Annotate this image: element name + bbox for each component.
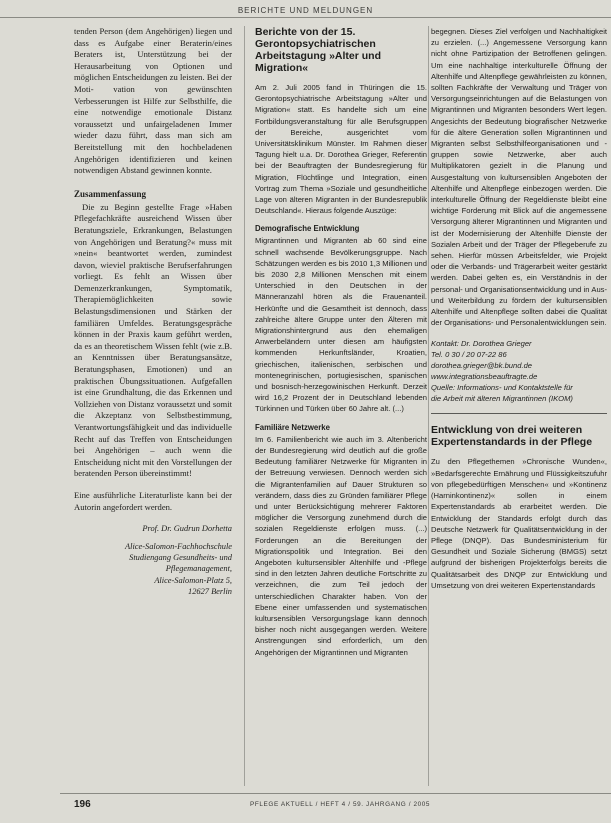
author-affiliation bbox=[74, 541, 232, 598]
column-divider bbox=[244, 26, 245, 786]
contact-website[interactable]: www.integrationsbeauftragte.de bbox=[431, 372, 538, 382]
summary-text: Die zu Beginn gestellte Frage »Haben Pflegefachkräfte ausreichend Wissen über Beratungsziele, Erkrankungen, Belastungen von Angehörigen und Beratung?« muss mit »nein« beantwortet werden, zumindest davon, wieviel praktische Berufserfahrungen vorliegt. Es fehlt an Wissen über Demenzerkrankungen, Symptomatik, Therapiemöglichkeiten sowie Belastungsdimensionen und Stärken der familiären Umfeldes. Beratungsgespräche können in der Praxis kaum geführt werden, da es an theoretischem Wissen fehlt (wie z.B. an Kenntnissen über Beratungsansätze, Beratungsphasen, Emotionen) und an praktischen Übungssituationen. Aufgefallen ist eine Grundhaltung, die das Erkennen und Vollziehen von Distanz voraussetzt und somit die Akzeptanz von Selbstbestimmung, Verantwortungsfähigkeit und das individuelle Recht auf das Treffen von Entscheidungen bei Angehörigen – auch wenn die Entscheidung nicht mit den Vorstellungen der beratenden Person übereinstimmt! bbox=[74, 201, 232, 479]
article-continuation: begegnen. Dieses Ziel verfolgen und Nachhaltigkeit zu erzielen. (...) Angemessene Versorgung kann nicht ohne Partizipation der Betroffenen gelingen. Um eine nachhaltige interkulturelle Öffnung der Altenhilfe und Altenpflege gewährleisten zu können, sollten Fachkräfte der Verwaltung und Träger von Versorgungseinrichtungen auf die Belastungen von Migrantinnen und Migranten besonders Wert legen. Angesichts der Bedeutung biografischer Netzwerke für die ältere Generation sollen Migrantinnen und Migranten selbst Selbsthilfeorganisationen und -gruppen sowie Netzwerke, aber auch Multiplikatoren gezielt in die Planung und Ausgestaltung von kultursensiblen Angeboten der Altenhilfe und Altenpflege einbezogen werden. Die interkulturelle Öffnung der Regeldienste bleibt eine wichtige Forderung mit Blick auf die angemessene Versorgung älterer Migrantinnen und Migranten und ist der Modernisierung der Altenhilfe Dienste der Sozialen Arbeit und der Träger der Pflegeberufe zu sehen. Hierfür müssen Arbeitsfelder, wie Projekt oder die Verbands- und Trägerarbeit weiter gestärkt werden. Dabei gelten es, ein Verständnis in der personal- und Organisationsentwicklung und in Aus- und Weiterbildung zu fördern der kultursensiblen Altenhilfe und Altenpflege sollten dabei die Qualität der Organisations- und Personalentwicklungen sein. bbox=[431, 27, 607, 328]
contact-line: Kontakt: Dr. Dorothea Grieger bbox=[431, 339, 532, 349]
source-line: die Arbeit mit älteren Migrantinnen (IKOM) bbox=[431, 394, 573, 404]
author-signature: Prof. Dr. Gudrun Dorhetta bbox=[142, 524, 232, 534]
demography-heading: Demografische Entwicklung bbox=[255, 224, 360, 234]
summary-heading: Zusammenfassung bbox=[74, 188, 147, 199]
article-intro-text: tenden Person (dem Angehörigen) liegen und dass es Aufgabe einer Beraterin/eines Beraters ist, Unterstützung bei der Herausarbeitung von Optionen und möglichen Entscheidungen zu leisten. Bei der Moti- vation von gewünschten Verbesserungen ist Hilfe zur Selbsthilfe, die eine notwendige emotionale Distanz voraussetzt und unfairgeladenen Immer wieder dazu führt, dass man sich am Bereitstellung mit den hochbeladenen Angehörigen identifizieren und keinen notwendigen Abstand gewinnen konnte. bbox=[74, 26, 232, 176]
family-text: Im 6. Familienbericht wie auch im 3. Altenbericht der Bundesregierung wird deutlich auf die große Bedeutung familiärer Netzwerke für Migranten in der Betreuung verwiesen. Dennoch werden sich die Migrantenfamilien auf Dauer Strukturen so verändern, dass dies zu Gründen familiärer Pflege und unter Berücksichtigung mehrerer Faktoren möglicher die Versorgung zunehmend durch die sozialen Regeldienste erfolgen muss. (...) Forderungen an die Bereitungen der Migrationspolitik und Integration. Bei den Angeboten kultursensibler Altenhilfe und -Pflege sind in den letzten Jahren deutliche Fortschritte zu verzeichnen, die zum Teil jedoch der unterschiedlichen Charakter haben. Von der Ebene einer umfassenden und systematischen kultursensiblen Versorgungslage kann dennoch bisher noch nicht ausgegangen werden. Weitere Anstrengungen sind erforderlich, um den Angehörigen der Migrantinnen und Migranten bbox=[255, 434, 427, 657]
family-heading: Familiäre Netzwerke bbox=[255, 422, 330, 432]
standards-heading: Entwicklung von drei weiteren Expertenstandards in der Pflege bbox=[431, 424, 593, 449]
affiliation-line: Pflegemanagement, bbox=[165, 564, 232, 574]
contact-block bbox=[431, 338, 607, 404]
article-lead: Am 2. Juli 2005 fand in Thüringen die 15. Gerontopsychiatrische Arbeitstagung »Alter und Migration« statt. Es handelte sich um eine Fortbildungsveranstaltung für alle Berufsgruppen der Bereiche, ausgerichtet vom Universitätsklinikum Münster. Im Rahmen dieser Tagung hielt u.a. Dr. Dorothea Grieger, Referentin bei der Beauftragten der Bundesregierung für Migration, Flüchtlinge und Integration, einen Vortrag zum Thema »Soziale und gesundheitliche Lage von älteren Migranten in der Bundesrepublik Deutschland«. Hieraus folgende Auszüge: bbox=[255, 83, 427, 216]
column-divider bbox=[428, 26, 429, 786]
header-rule bbox=[0, 17, 611, 18]
middle-column bbox=[255, 26, 427, 793]
right-column bbox=[431, 26, 607, 793]
affiliation-line: 12627 Berlin bbox=[188, 587, 232, 597]
contact-email[interactable]: dorothea.grieger@bk.bund.de bbox=[431, 361, 533, 371]
contact-line: Tel. 0 30 / 20 07-22 86 bbox=[431, 350, 507, 360]
footer-rule bbox=[60, 793, 611, 794]
page-number: 196 bbox=[74, 799, 91, 810]
section-rule bbox=[431, 413, 607, 414]
affiliation-line: Alice-Salomon-Platz 5, bbox=[154, 575, 232, 585]
page-footer bbox=[0, 793, 611, 823]
left-column bbox=[74, 26, 232, 793]
demography-text: Migrantinnen und Migranten ab 60 sind eine schnell wachsende Bevölkerungsgruppe. Nach Schätzungen werden es bis 2010 1,3 Millionen und bis 2030 2,8 Millionen Menschen mit einem Unterschied in den Deutschen in der Männeranzahl hören als die Frauenanteil. Herkünfte und die Gesamtheit ist dennoch, dass zahlreiche ältere Gruppe unter den Älteren mit Migrationshintergrund aus den ehemaligen Anwerbeländern unter diesen am häufigsten kommenden Herkunftsländer, Kroatien, griechischen, italienischen, serbischen und montenegrinischen, portugiesischen, spanischen und bosnisch-herzegowinischen Herkunft. Derzeit wird 16,2 Prozent der in Deutschland lebenden Türkinnen und Türken über 60 Jahre alt. (...) bbox=[255, 236, 427, 414]
article-title: Berichte von der 15. Gerontopsychiatrischen Arbeitstagung »Alter und Migration« bbox=[255, 26, 382, 74]
source-line: Quelle: Informations- und Kontaktstelle für bbox=[431, 383, 573, 393]
standards-text: Zu den Pflegethemen »Chronische Wunden«, »Bedarfsgerechte Ernährung und Flüssigkeitszufuhr von pflegebedürftigen Menschen« und »Kontinenz (Harninkontinenz)« sollen in einem Expertenstandards ab erarbeitet werden. Die Entwicklung der Standards erfolgt durch das Deutsche Netzwerk für Qualitätsentwicklung in der Pflege (DNQP). Das Bundesministerium für Gesundheit und Soziale Sicherung (BMGS) setzt aufgrund der bisherigen Projekterfolgs bereits die Qualitätsarbeit des DNQP zur Entwicklung und Umsetzung von drei weiteren Expertenstandards bbox=[431, 457, 607, 590]
affiliation-line: Alice-Salomon-Fachhochschule bbox=[125, 541, 232, 551]
journal-info: PFLEGE AKTUELL / HEFT 4 / 59. JAHRGANG / 2005 bbox=[250, 801, 431, 808]
section-header: BERICHTE UND MELDUNGEN bbox=[237, 6, 374, 15]
literature-note: Eine ausführliche Literaturliste kann bei der Autorin angefordert werden. bbox=[74, 489, 232, 512]
affiliation-line: Studiengang Gesundheits- und bbox=[129, 552, 232, 562]
